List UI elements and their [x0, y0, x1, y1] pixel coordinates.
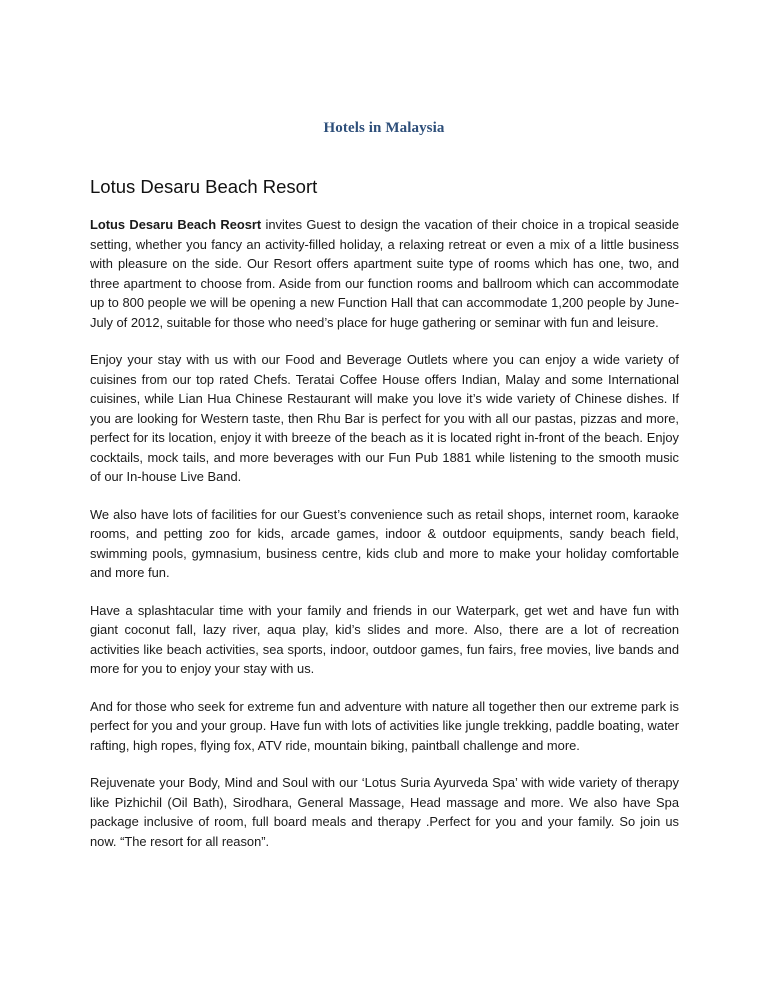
resort-name-bold: Lotus Desaru Beach Reosrt: [90, 217, 262, 232]
section-heading: Lotus Desaru Beach Resort: [90, 176, 318, 197]
paragraph-spa: Rejuvenate your Body, Mind and Soul with our ‘Lotus Suria Ayurveda Spa’ with wide variety of therapy like Pizhichil (Oil Bath), Sirodhara, General Massage, Head massage and more. We also have Spa package inclusive of room, full board meals and therapy .Perfect for you and your family. So join us now. “The resort for all reason”.: [90, 775, 679, 849]
paragraph-food-beverage: Enjoy your stay with us with our Food and Beverage Outlets where you can enjoy a wide variety of cuisines from our top rated Chefs. Teratai Coffee House offers Indian, Malay and some International cuisines, while Lian Hua Chinese Restaurant will make you love it’s wide variety of Chinese dishes. If you are looking for Western taste, then Rhu Bar is perfect for you with all our pastas, pizzas and more, perfect for its location, enjoy it with breeze of the beach as it is located right in-front of the beach. Enjoy cocktails, mock tails, and more beverages with our Fun Pub 1881 while listening to the smooth music of our In-house Live Band.: [90, 352, 679, 484]
paragraph-intro: [90, 215, 679, 332]
body-text: [90, 215, 679, 869]
paragraph-facilities: We also have lots of facilities for our Guest’s convenience such as retail shops, internet room, karaoke rooms, and petting zoo for kids, arcade games, indoor & outdoor equipments, sandy beach field, swimming pools, gymnasium, business centre, kids club and more to make your holiday comfortable and more fun.: [90, 506, 679, 580]
paragraph-extreme-park: And for those who seek for extreme fun and adventure with nature all together then our extreme park is perfect for you and your group. Have fun with lots of activities like jungle trekking, paddle boating, water rafting, high ropes, flying fox, ATV ride, mountain biking, paintball challenge and more.: [90, 698, 679, 753]
paragraph-intro-text: invites Guest to design the vacation of their choice in a tropical seaside setting, whether you fancy an activity-filled holiday, a relaxing retreat or even a mix of a little business with pleasure on the side. Our Resort offers apartment suite type of rooms which has one, two, and three apartment to choose from. Aside from our function rooms and ballroom which can accommodate up to 800 people we will be opening a new Function Hall that can accommodate 1,200 people by June-July of 2012, suitable for those who need’s place for huge gathering or seminar with fun and leisure.: [90, 217, 679, 330]
paragraph-waterpark: Have a splashtacular time with your family and friends in our Waterpark, get wet and have fun with giant coconut fall, lazy river, aqua play, kid’s slides and more. Also, there are a lot of recreation activities like beach activities, sea sports, indoor, outdoor games, fun fairs, free movies, live bands and more for you to enjoy your stay with us.: [90, 602, 679, 676]
document-title: Hotels in Malaysia: [323, 120, 445, 136]
